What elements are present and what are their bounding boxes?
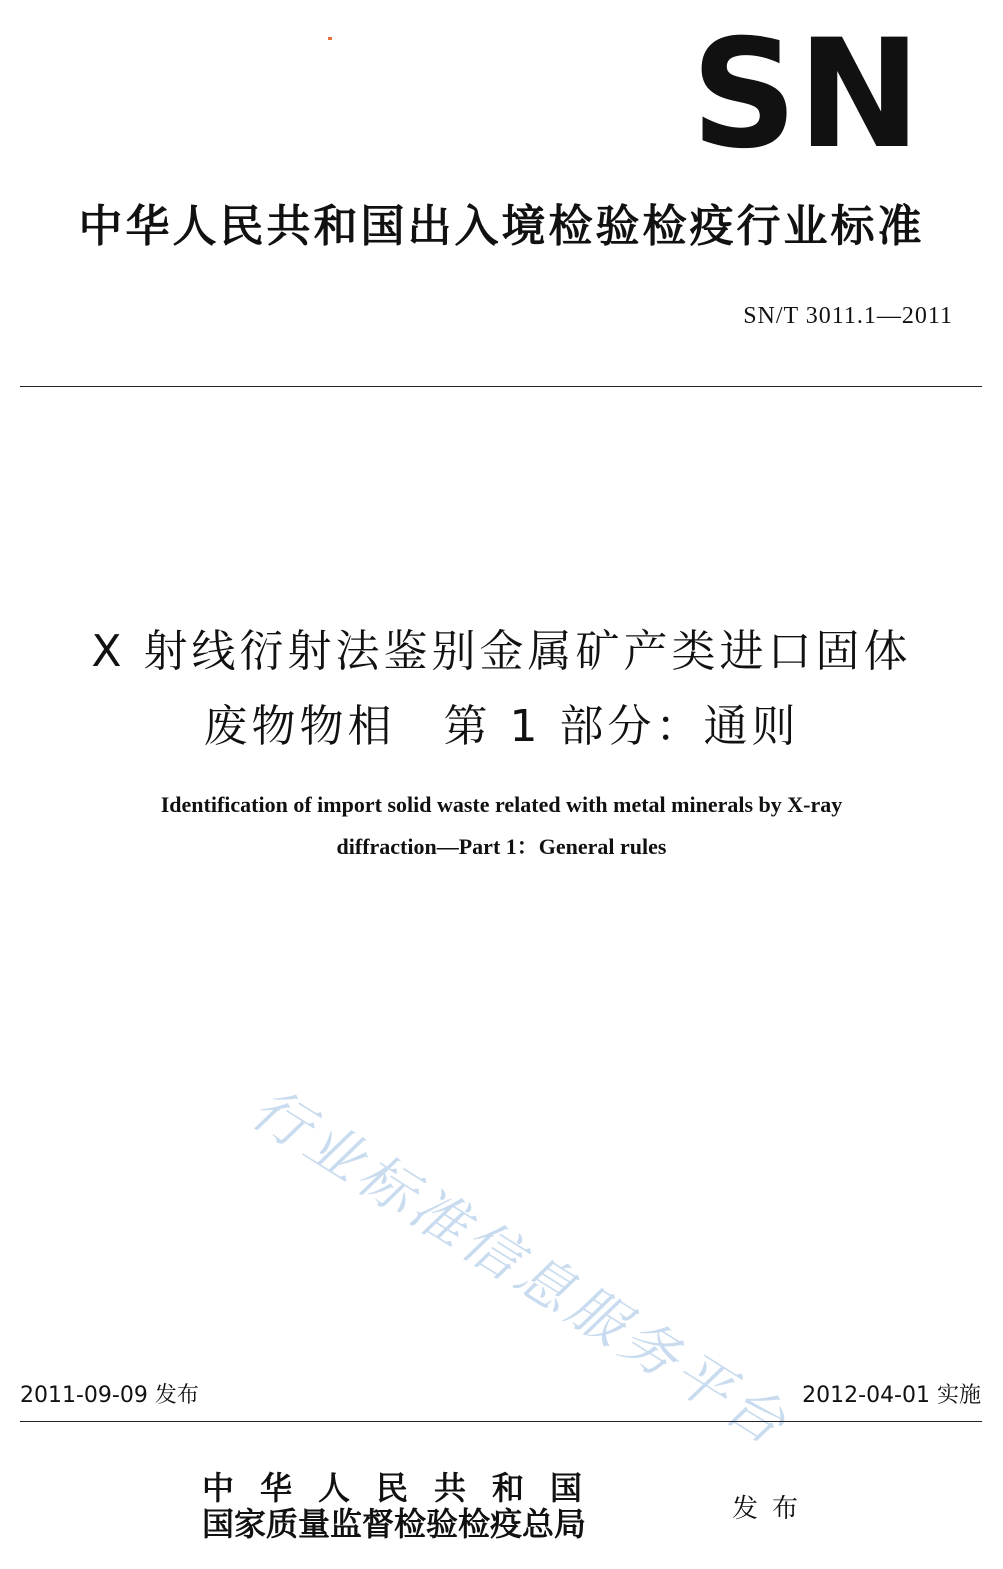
- implementation-date: 2012-04-01 实施: [802, 1383, 981, 1408]
- accent-dot: [328, 37, 332, 40]
- issuer-block: [202, 1470, 608, 1542]
- issue-date: 2011-09-09 发布: [20, 1383, 199, 1408]
- top-divider: [20, 386, 982, 387]
- watermark: 行业标准信息服务平台: [240, 1076, 801, 1460]
- bottom-divider: [20, 1421, 982, 1422]
- cn-title-line-1: X 射线衍射法鉴别金属矿产类进口固体: [91, 626, 912, 677]
- org-title: 中华人民共和国出入境检验检疫行业标准: [78, 201, 925, 252]
- sn-logo: [690, 34, 922, 154]
- cn-title-line-2: 废物物相 第 1 部分：通则: [203, 701, 800, 752]
- en-title-line-1: Identification of import solid waste related with metal minerals by X-ray: [160, 792, 843, 817]
- issuer-verb: 发布: [732, 1494, 813, 1524]
- standard-code: SN/T 3011.1—2011: [743, 303, 953, 329]
- sn-logo-text: SN: [691, 34, 921, 154]
- issuer-country: 中华人民共和国: [202, 1469, 609, 1507]
- issuer-agency: 国家质量监督检验检疫总局: [202, 1505, 587, 1543]
- en-title-line-2: diffraction—Part 1：General rules: [336, 834, 667, 859]
